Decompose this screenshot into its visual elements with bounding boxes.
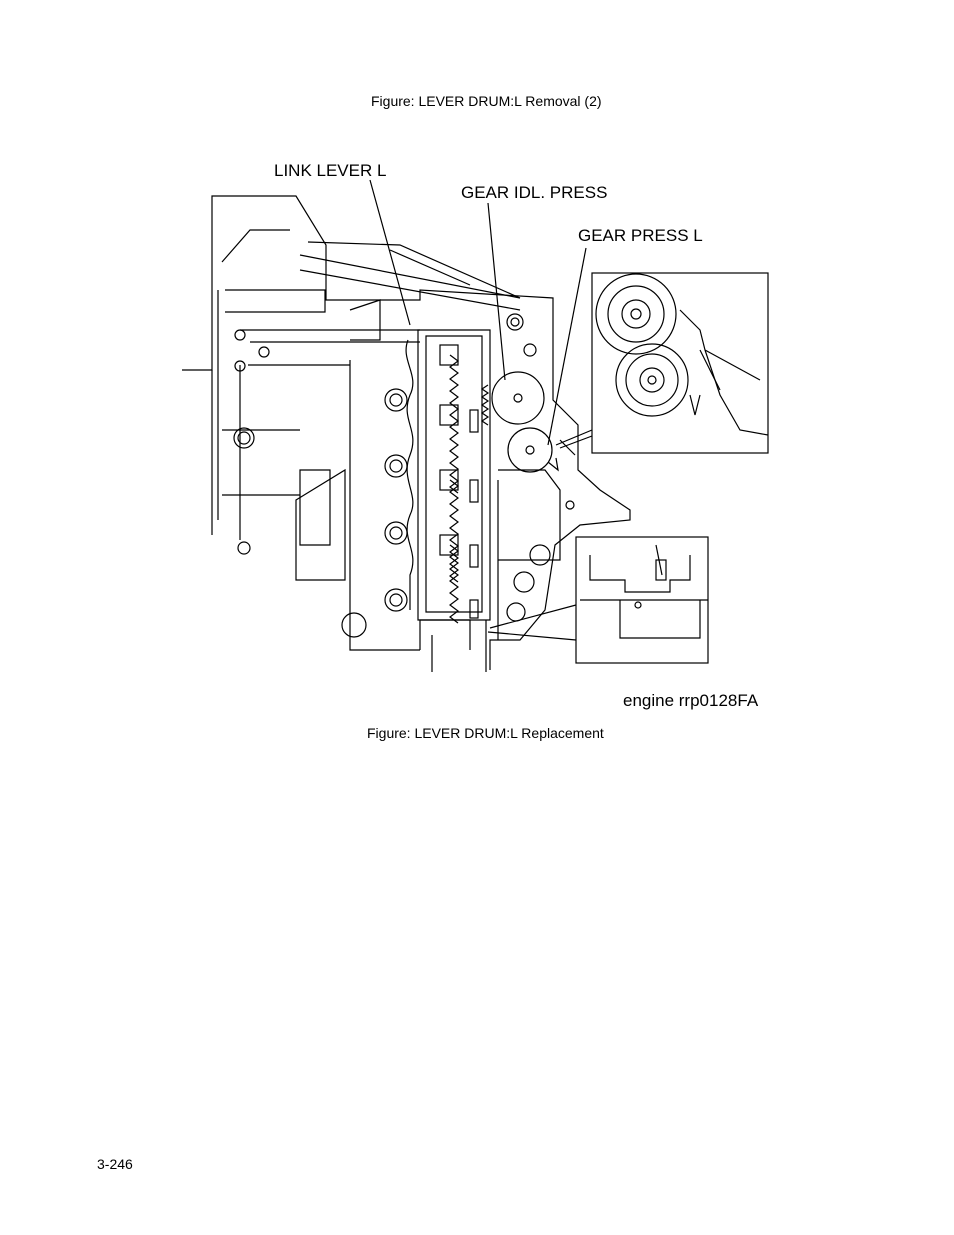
figure-caption-replacement: Figure: LEVER DRUM:L Replacement — [367, 725, 604, 741]
label-gear-idl-press: GEAR IDL. PRESS — [461, 183, 608, 202]
figure-code: engine rrp0128FA — [623, 691, 759, 710]
figure-caption-removal: Figure: LEVER DRUM:L Removal (2) — [371, 93, 602, 109]
label-gear-press-l: GEAR PRESS L — [578, 226, 703, 245]
page-number: 3-246 — [97, 1156, 133, 1172]
label-link-lever: LINK LEVER L — [274, 161, 387, 180]
